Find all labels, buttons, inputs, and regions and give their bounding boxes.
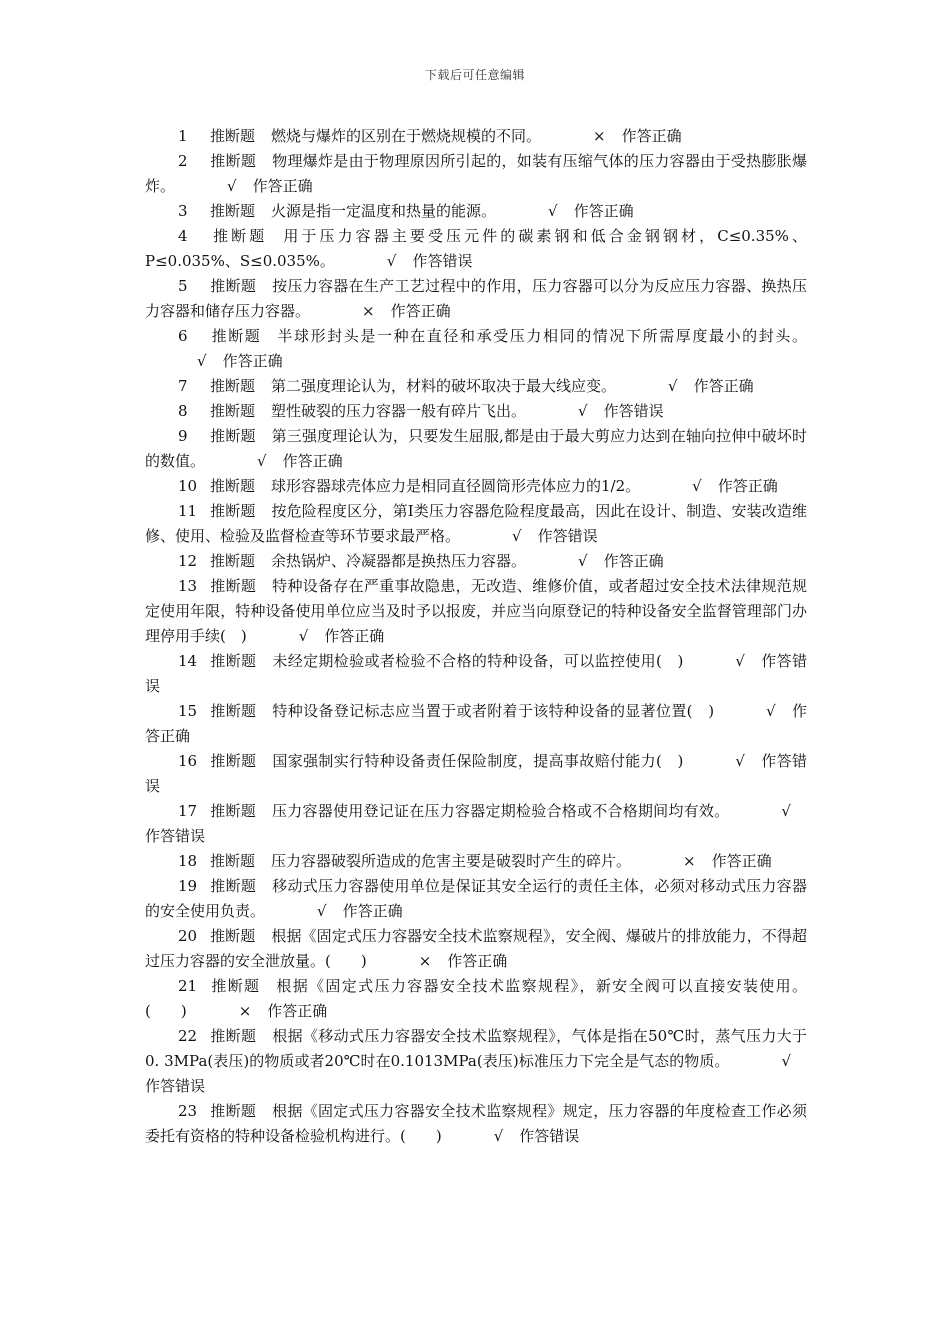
question-type: 推断题 <box>210 377 256 395</box>
question-text: 火源是指一定温度和热量的能源。 <box>271 202 497 220</box>
question-number: 4 <box>178 227 188 245</box>
question-text: 国家强制实行特种设备责任保险制度，提高事故赔付能力( ) <box>272 752 684 770</box>
question-item <box>145 374 807 399</box>
question-item <box>145 474 807 499</box>
question-text: 物理爆炸是由于物理原因所引起的，如装有压缩气体的压力容器由于受热膨胀爆炸。 <box>145 152 807 195</box>
question-number: 23 <box>178 1102 198 1120</box>
question-text: 未经定期检验或者检验不合格的特种设备，可以监控使用( ) <box>272 652 684 670</box>
question-type: 推断题 <box>210 652 257 670</box>
question-item <box>145 399 807 424</box>
question-number: 3 <box>178 202 188 220</box>
question-number: 7 <box>178 377 188 395</box>
answer-mark: × <box>418 952 432 970</box>
question-number: 16 <box>178 752 198 770</box>
question-number: 15 <box>178 702 198 720</box>
question-text: 用于压力容器主要受压元件的碳素钢和低合金钢钢材，C≤0.35%、P≤0.035%、S≤0.035%。 <box>145 227 807 270</box>
answer-mark: × <box>362 302 375 320</box>
question-type: 推断题 <box>210 477 256 495</box>
answer-mark: √ <box>781 802 791 820</box>
question-item <box>145 849 807 874</box>
answer-result: 作答正确 <box>282 452 343 470</box>
question-item <box>145 574 807 649</box>
question-number: 1 <box>178 127 188 145</box>
answer-mark: × <box>683 852 696 870</box>
answer-result: 作答错误 <box>537 527 598 545</box>
question-type: 推断题 <box>210 127 256 145</box>
question-number: 10 <box>178 477 198 495</box>
answer-result: 作答正确 <box>693 377 754 395</box>
question-list <box>145 124 807 1149</box>
question-text: 燃烧与爆炸的区别在于燃烧规模的不同。 <box>271 127 542 145</box>
question-text: 压力容器使用登记证在压力容器定期检验合格或不合格期间均有效。 <box>272 802 730 820</box>
answer-result: 作答错误 <box>412 252 473 270</box>
answer-mark: √ <box>386 252 397 270</box>
page-header: 下载后可任意编辑 <box>424 68 525 82</box>
question-text: 特种设备登记标志应当置于或者附着于该特种设备的显著位置( ) <box>272 702 715 720</box>
question-item <box>145 974 807 1024</box>
question-type: 推断题 <box>210 277 257 295</box>
question-text: 按压力容器在生产工艺过程中的作用，压力容器可以分为反应压力容器、换热压力容器和储存压力容器。 <box>145 277 807 320</box>
answer-mark: √ <box>766 702 776 720</box>
answer-mark: √ <box>493 1127 504 1145</box>
question-item <box>145 749 807 799</box>
question-number: 12 <box>178 552 198 570</box>
answer-mark: √ <box>512 527 522 545</box>
question-text: 特种设备存在严重事故隐患，无改造、维修价值，或者超过安全技术法律规范规定使用年限，特种设备使用单位应当及时予以报废，并应当向原登记的特种设备安全监督管理部门办理停用手续( ) <box>145 577 807 645</box>
question-text: 第三强度理论认为，只要发生屈服,都是由于最大剪应力达到在轴向拉伸中破坏时的数值。 <box>145 427 807 470</box>
answer-result: 作答正确 <box>717 477 778 495</box>
question-text: 按危险程度区分，第I类压力容器危险程度最高，因此在设计、制造、安装改造维修、使用、检验及监督检查等环节要求最严格。 <box>145 502 807 545</box>
question-number: 17 <box>178 802 198 820</box>
question-text: 塑性破裂的压力容器一般有碎片飞出。 <box>271 402 527 420</box>
question-item <box>145 549 807 574</box>
answer-mark: √ <box>548 202 558 220</box>
question-item <box>145 1099 807 1149</box>
question-type: 推断题 <box>210 877 257 895</box>
answer-result: 作答错误 <box>145 1077 206 1095</box>
answer-mark: √ <box>781 1052 791 1070</box>
answer-mark: × <box>593 127 606 145</box>
answer-result: 作答错误 <box>145 752 807 795</box>
question-text: 移动式压力容器使用单位是保证其安全运行的责任主体，必须对移动式压力容器的安全使用负责。 <box>145 877 807 920</box>
question-type: 推断题 <box>210 752 257 770</box>
question-number: 14 <box>178 652 198 670</box>
answer-result: 作答正确 <box>222 352 283 370</box>
question-type: 推断题 <box>210 202 256 220</box>
question-type: 推断题 <box>210 1102 257 1120</box>
question-text: 根据《固定式压力容器安全技术监察规程》规定，压力容器的年度检查工作必须委托有资格的特种设备检验机构进行。( ) <box>145 1102 807 1145</box>
question-item <box>145 924 807 974</box>
answer-result: 作答正确 <box>447 952 508 970</box>
question-item <box>145 124 807 149</box>
answer-mark: √ <box>578 552 588 570</box>
question-number: 11 <box>178 502 198 520</box>
question-item <box>145 1024 807 1099</box>
question-number: 9 <box>178 427 188 445</box>
question-item <box>145 874 807 924</box>
answer-result: 作答错误 <box>519 1127 580 1145</box>
question-item <box>145 199 807 224</box>
question-type: 推断题 <box>210 327 262 345</box>
answer-mark: × <box>238 1002 252 1020</box>
question-text: 压力容器破裂所造成的危害主要是破裂时产生的碎片。 <box>271 852 632 870</box>
answer-mark: √ <box>197 352 207 370</box>
question-number: 13 <box>178 577 198 595</box>
answer-result: 作答正确 <box>145 702 807 745</box>
question-type: 推断题 <box>210 402 256 420</box>
question-item <box>145 324 807 374</box>
answer-mark: √ <box>578 402 588 420</box>
answer-result: 作答正确 <box>603 552 664 570</box>
answer-result: 作答正确 <box>324 627 385 645</box>
answer-mark: √ <box>668 377 678 395</box>
answer-result: 作答正确 <box>573 202 634 220</box>
question-item <box>145 799 807 849</box>
answer-result: 作答正确 <box>252 177 313 195</box>
question-type: 推断题 <box>210 227 268 245</box>
answer-mark: √ <box>298 627 309 645</box>
question-type: 推断题 <box>210 852 256 870</box>
answer-mark: √ <box>735 752 745 770</box>
question-text: 根据《固定式压力容器安全技术监察规程》，新安全阀可以直接安装使用。( ) <box>145 977 807 1020</box>
question-number: 22 <box>178 1027 198 1045</box>
answer-mark: √ <box>317 902 327 920</box>
question-item <box>145 274 807 324</box>
question-type: 推断题 <box>210 802 256 820</box>
question-type: 推断题 <box>210 502 256 520</box>
question-number: 18 <box>178 852 198 870</box>
question-type: 推断题 <box>210 927 256 945</box>
answer-result: 作答错误 <box>145 652 807 695</box>
question-item <box>145 224 807 274</box>
answer-result: 作答正确 <box>711 852 772 870</box>
answer-result: 作答正确 <box>342 902 403 920</box>
question-item <box>145 424 807 474</box>
question-type: 推断题 <box>210 427 256 445</box>
answer-mark: √ <box>692 477 702 495</box>
answer-result: 作答正确 <box>621 127 682 145</box>
question-type: 推断题 <box>210 702 257 720</box>
question-item <box>145 649 807 699</box>
question-text: 根据《移动式压力容器安全技术监察规程》，气体是指在50℃时，蒸气压力大于0. 3MPa(表压)的物质或者20℃时在0.1013MPa(表压)标准压力下完全是气态的物质。 <box>145 1027 807 1070</box>
question-text: 余热锅炉、冷凝器都是换热压力容器。 <box>271 552 527 570</box>
question-number: 19 <box>178 877 198 895</box>
question-text: 根据《固定式压力容器安全技术监察规程》，安全阀、爆破片的排放能力，不得超过压力容器的安全泄放量。( ) <box>145 927 807 970</box>
answer-result: 作答正确 <box>390 302 451 320</box>
question-number: 6 <box>178 327 188 345</box>
question-number: 5 <box>178 277 188 295</box>
question-item <box>145 499 807 549</box>
answer-result: 作答错误 <box>145 827 206 845</box>
answer-result: 作答错误 <box>603 402 664 420</box>
question-item <box>145 699 807 749</box>
question-type: 推断题 <box>210 552 256 570</box>
question-type: 推断题 <box>210 152 257 170</box>
question-type: 推断题 <box>210 1027 257 1045</box>
answer-mark: √ <box>227 177 237 195</box>
question-text: 半球形封头是一种在直径和承受压力相同的情况下所需厚度最小的封头。 <box>277 327 807 345</box>
question-number: 21 <box>178 977 198 995</box>
answer-mark: √ <box>257 452 267 470</box>
question-number: 8 <box>178 402 188 420</box>
question-type: 推断题 <box>210 977 261 995</box>
answer-mark: √ <box>735 652 745 670</box>
question-text: 第二强度理论认为，材料的破坏取决于最大线应变。 <box>271 377 617 395</box>
question-item <box>145 149 807 199</box>
question-type: 推断题 <box>210 577 257 595</box>
question-number: 20 <box>178 927 198 945</box>
question-number: 2 <box>178 152 188 170</box>
question-text: 球形容器球壳体应力是相同直径圆筒形壳体应力的1/2。 <box>271 477 641 495</box>
answer-result: 作答正确 <box>267 1002 328 1020</box>
